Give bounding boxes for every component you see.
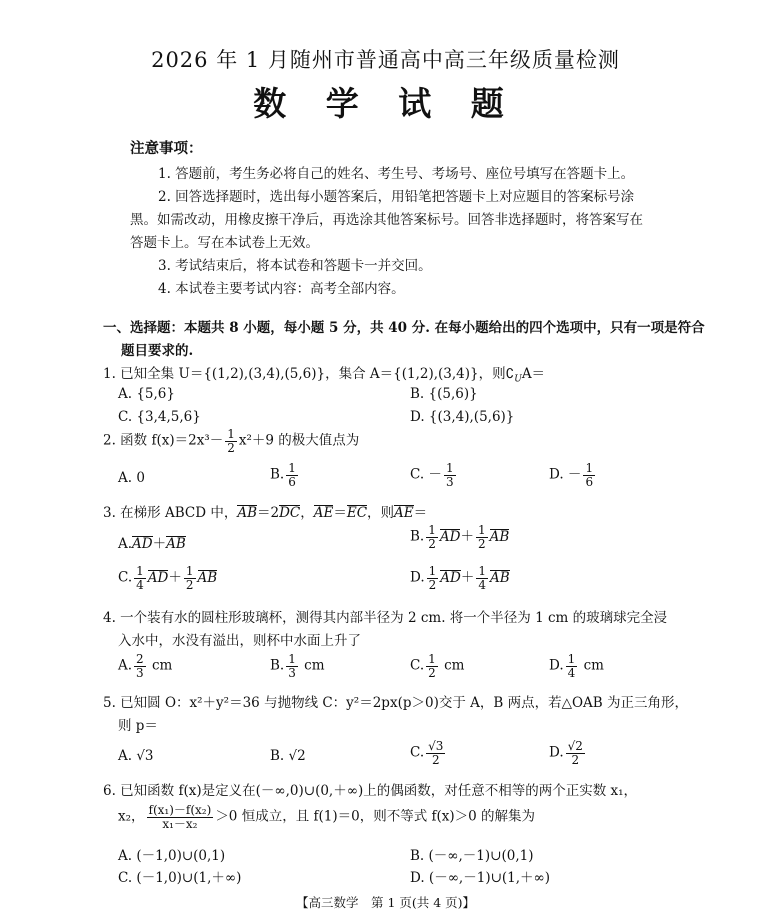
fraction: $\frac{1}{2}$ — [227, 427, 235, 455]
question-2-option-b: B. $\frac{1}{6}$ — [270, 461, 296, 489]
page-footer: 【高三数学 第 1 页(共 4 页)】 — [295, 895, 476, 910]
question-2-option-c: C. － $\frac{1}{3}$ — [410, 461, 454, 489]
subject-title: 数 学 试 题 — [253, 84, 518, 123]
question-4-option-d: D. $\frac{1}{4}$ cm — [549, 652, 604, 680]
question-3-stem: 3. 在梯形 ABCD 中，AB＝2DC，AE＝EC，则AE＝ — [103, 505, 428, 521]
question-2-option-a: A. 0 — [118, 470, 145, 486]
notice-title: 注意事项： — [130, 140, 203, 157]
section-heading-cont: 题目要求的. — [121, 343, 194, 359]
question-5-option-a: A. √3 — [118, 748, 154, 764]
question-5-stem-cont: 则 p＝ — [118, 718, 158, 734]
question-3-option-b: B. $\frac{1}{2}$ AD＋ $\frac{1}{2}$ AB — [410, 523, 510, 551]
question-4-stem: 4. 一个装有水的圆柱形玻璃杯，测得其内部半径为 2 cm. 将一个半径为 1 cm 的玻璃球完全浸 — [103, 610, 668, 626]
question-1-option-b: B. {(5,6)} — [410, 386, 478, 402]
question-5-option-b: B. √2 — [270, 748, 306, 764]
question-6-option-c: C. (－1,0)∪(1,＋∞) — [118, 870, 242, 886]
notice-item-1: 1. 答题前，考生务必将自己的姓名、考生号、考场号、座位号填写在答题卡上。 — [158, 166, 635, 182]
question-3-option-c: C. $\frac{1}{4}$ AD＋ $\frac{1}{2}$ AB — [118, 564, 218, 592]
question-4-stem-cont: 入水中，水没有溢出，则杯中水面上升了 — [118, 633, 361, 649]
question-1-stem: 1. 已知全集 U＝{(1,2),(3,4),(5,6)}，集合 A＝{(1,2),(3,4)}，则$∁_UA=$ — [103, 366, 546, 385]
notice-item-4: 4. 本试卷主要考试内容：高考全部内容。 — [158, 281, 405, 297]
notice-item-2c: 答题卡上。写在本试卷上无效。 — [130, 235, 319, 251]
question-1-option-c: C. {3,4,5,6} — [118, 409, 201, 425]
question-4-option-b: B. $\frac{1}{3}$ cm — [270, 652, 325, 680]
question-5-option-d: D. $\frac{√2}{2}$ — [549, 739, 583, 767]
question-2-option-d: D. － $\frac{1}{6}$ — [549, 461, 594, 489]
question-4-option-c: C. $\frac{1}{2}$ cm — [410, 652, 465, 680]
question-6-option-d: D. (－∞,－1)∪(1,＋∞) — [410, 870, 551, 886]
question-1-option-a: A. {5,6} — [118, 386, 175, 402]
notice-item-3: 3. 考试结束后，将本试卷和答题卡一并交回。 — [158, 258, 432, 274]
question-3-option-d: D. $\frac{1}{2}$ AD＋ $\frac{1}{4}$ AB — [410, 564, 510, 592]
question-1-option-d: D. {(3,4),(5,6)} — [410, 409, 515, 425]
notice-item-2b: 黑。如需改动，用橡皮擦干净后，再选涂其他答案标号。回答非选择题时，将答案写在 — [130, 212, 643, 228]
question-3-option-a: A.AD＋AB — [118, 536, 186, 552]
question-5-stem: 5. 已知圆 O：x²＋y²＝36 与抛物线 C：y²＝2px(p＞0)交于 A，B 两点，若△OAB 为正三角形， — [103, 695, 688, 711]
question-6-stem-cont: x₂， $\frac{\text{f(x₁)－f(x₂)}}{\text{x₁－x₂}}$ ＞0 恒成立，且 f(1)＝0，则不等式 f(x)＞0 的解集为 — [118, 803, 536, 831]
question-4-option-a: A. $\frac{2}{3}$ cm — [118, 652, 173, 680]
question-6-stem: 6. 已知函数 f(x)是定义在(－∞,0)∪(0,＋∞)上的偶函数，对任意不相等的两个正实数 x₁， — [103, 783, 638, 799]
exam-title: 2026 年 1 月随州市普通高中高三年级质量检测 — [151, 48, 620, 72]
section-heading: 一、选择题：本题共 8 小题，每小题 5 分，共 40 分. 在每小题给出的四个选项中，只有一项是符合 — [103, 320, 705, 336]
notice-item-2a: 2. 回答选择题时，选出每小题答案后，用铅笔把答题卡上对应题目的答案标号涂 — [158, 189, 635, 205]
question-5-option-c: C. $\frac{√3}{2}$ — [410, 739, 444, 767]
question-6-option-b: B. (－∞,－1)∪(0,1) — [410, 848, 534, 864]
question-6-option-a: A. (－1,0)∪(0,1) — [118, 848, 226, 864]
question-2-stem: 2. 函数 f(x)＝2x³－ $\frac{1}{2}$ x²＋9 的极大值点为 — [103, 427, 360, 455]
